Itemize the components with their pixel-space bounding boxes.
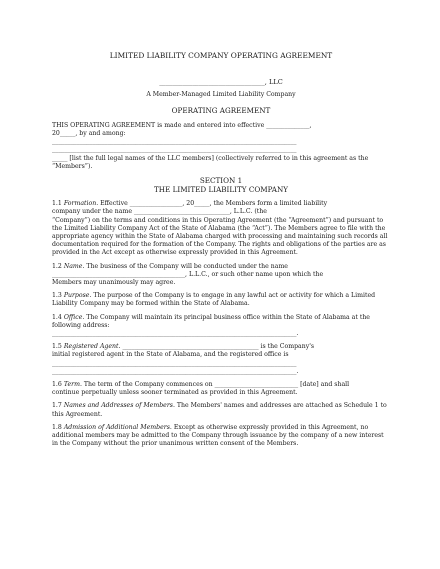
clause-number: 1.3 (52, 292, 62, 300)
section-number: SECTION 1 (199, 176, 243, 186)
clause-number: 1.7 (52, 402, 62, 410)
clause-line: initial registered agent in the State of Alabama, and the registered office is (52, 351, 289, 359)
clause-number: 1.1 (52, 200, 62, 208)
document-title: LIMITED LIABILITY COMPANY OPERATING AGREEMENT (109, 51, 333, 60)
clause-term: Term (63, 381, 80, 389)
clause-line: . Except as otherwise expressly provided in this Agreement, no (169, 423, 369, 431)
clause-line: in the Company without the prior unanimous written consent of the Members. (52, 440, 299, 448)
intro-line: _______________________________________________________________________________ (52, 138, 297, 146)
clause-term: Formation (63, 200, 97, 208)
clause-additional-members (52, 424, 390, 449)
clause-registered-agent (52, 343, 390, 376)
clause-term (52, 381, 390, 397)
clause-term: Names and Addresses of Members (63, 402, 173, 410)
clause-line: provided in the Act except as otherwise expressly provided in this Agreement. (52, 249, 298, 257)
clause-term: Purpose (63, 292, 90, 300)
intro-line: _______________________________________________________________________________ (52, 146, 297, 154)
clause-line: . ____________________________________________ is the Company's (118, 343, 315, 351)
llc-name-line: ________________________________, LLC (159, 78, 283, 87)
clause-line: Members may unanimously may agree. (52, 279, 176, 287)
clause-line: . The Members' names and addresses are attached as Schedule 1 to (172, 402, 387, 410)
clause-line: . The Company will maintain its principal business office within the State of Alabama at the (82, 313, 370, 321)
clause-line: . The purpose of the Company is to engage in any lawful act or activity for which a Limited (89, 292, 376, 300)
clause-members-names (52, 402, 390, 418)
intro-paragraph (52, 122, 390, 171)
clause-line: . Effective _________________, 20_____, the Members form a limited liability (96, 200, 328, 208)
section-title: THE LIMITED LIABILITY COMPANY (153, 184, 288, 194)
clause-number: 1.8 (52, 423, 62, 431)
clause-term: Registered Agent (63, 343, 119, 351)
clause-line: ___________________________________________, L.L.C., or such other name upon which the (52, 270, 324, 278)
clause-formation (52, 200, 390, 257)
clause-line: additional members may be admitted to the Company through issuance by the company of a new interest (52, 432, 384, 440)
clause-term: Office (63, 313, 83, 321)
clause-line: . The business of the Company will be conducted under the name (82, 262, 288, 270)
intro-line: _____ [list the full legal names of the LLC members] (collectively referred to in this agreement as the (52, 154, 369, 162)
clause-line: appropriate agency within the State of Alabama charged with processing and maintaining such records all (52, 233, 388, 241)
intro-line: THIS OPERATING AGREEMENT is made and entered into effective ______________, (52, 121, 312, 129)
clause-line: this Agreement. (52, 410, 103, 418)
clause-term: Name (63, 262, 83, 270)
section-heading (52, 177, 390, 194)
document-subtitle: A Member-Managed Limited Liability Company (146, 91, 296, 99)
agreement-heading: OPERATING AGREEMENT (171, 105, 271, 115)
clause-number: 1.6 (52, 381, 62, 389)
clause-line: continue perpetually unless sooner terminated as provided in this Agreement. (52, 389, 298, 397)
clause-term: Admission of Additional Members (63, 423, 170, 431)
clause-line: “Company”) on the terms and conditions in this Operating Agreement (the “Agreement”) and pursuant to (52, 216, 384, 224)
clause-line: _______________________________________________________________________________. (52, 330, 299, 338)
clause-line: Liability Company may be formed within the State of Alabama. (52, 300, 250, 308)
intro-line: “Members”). (52, 162, 93, 170)
clause-office (52, 314, 390, 339)
clause-line: _______________________________________________________________________________. (52, 367, 299, 375)
clause-line: following address: (52, 321, 110, 329)
clause-name (52, 263, 390, 288)
clause-purpose (52, 292, 390, 308)
clause-line: . The term of the Company commences on ___________________________ [date] and shall (79, 381, 350, 389)
clause-line: documentation required for the formation of the Company. The rights and obligations of the parties are as (52, 241, 386, 249)
clause-number: 1.2 (52, 262, 62, 270)
clause-line: the Limited Liability Company Act of the State of Alabama (the “Act”). The Members agree to file with the (52, 224, 386, 232)
intro-line: 20_____, by and among: (52, 130, 126, 138)
clause-number: 1.5 (52, 343, 62, 351)
clause-number: 1.4 (52, 313, 62, 321)
clause-line: company under the name _______________________________, L.L.C. (the (52, 208, 267, 216)
clause-line: _______________________________________________________________________________ (52, 359, 297, 367)
